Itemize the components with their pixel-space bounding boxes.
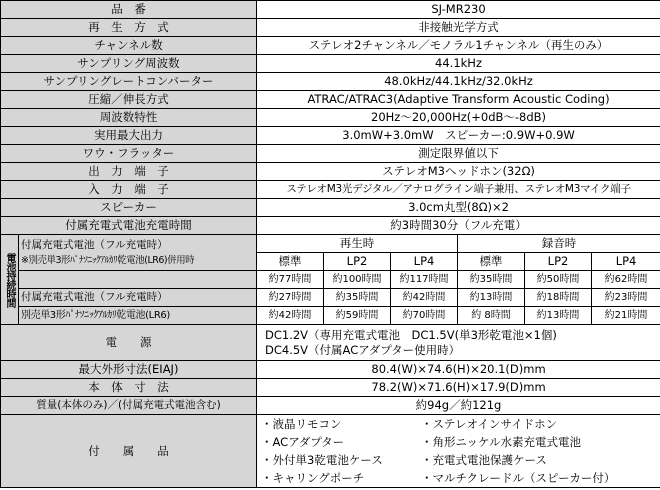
- row-value: 3.0mW+3.0mW スピーカー:0.9W+0.9W: [257, 127, 660, 145]
- battery-header-line2: ※別売単3形ﾊﾟﾅｿﾆｯｸｱﾙｶﾘ乾電池(LR6)併用時: [21, 254, 195, 266]
- accessory-item: ・マルチクレードル（スピーカー付）: [421, 471, 616, 485]
- battery-row: [1, 307, 660, 325]
- record-header: 録音時: [458, 235, 660, 253]
- row-value: 80.4(W)×74.6(H)×20.1(D)mm: [257, 361, 660, 379]
- battery-row-label: [19, 271, 257, 289]
- battery-cell: 約42時間: [257, 307, 324, 325]
- battery-cell: 約70時間: [391, 307, 458, 325]
- row-value: ステレオM3ヘッドホン(32Ω): [257, 163, 660, 181]
- row-label: 圧縮／伸長方式: [1, 91, 257, 109]
- battery-cell: 約117時間: [391, 271, 458, 289]
- row-label: 出 力 端 子: [1, 163, 257, 181]
- accessory-item: ・充電式電池保護ケース: [421, 453, 547, 467]
- battery-cell: 約77時間: [257, 271, 324, 289]
- spec-row: [1, 145, 660, 163]
- row-label: スピーカー: [1, 199, 257, 217]
- row-label: 品 番: [1, 1, 257, 19]
- row-label: チャンネル数: [1, 37, 257, 55]
- power-label: 電 源: [1, 325, 257, 361]
- spec-row: [1, 199, 660, 217]
- battery-cell: 約42時間: [391, 289, 458, 307]
- row-value: ステレオ2チャンネル／モノラル1チャンネル（再生のみ）: [257, 37, 660, 55]
- spec-row: [1, 181, 660, 199]
- row-value: ステレオM3光デジタル／アナログライン端子兼用、ステレオM3マイク端子: [257, 181, 660, 199]
- mode-label: LP4: [592, 253, 660, 271]
- spec-row: [1, 1, 660, 19]
- battery-row: [1, 289, 660, 307]
- row-value: 約3時間30分（フル充電）: [257, 217, 660, 235]
- row-label: 最大外形寸法(EIAJ): [1, 361, 257, 379]
- spec-row: [1, 217, 660, 235]
- row-label: ワウ・フラッター: [1, 145, 257, 163]
- spec-row: [1, 37, 660, 55]
- row-label: サンプリングレートコンバーター: [1, 73, 257, 91]
- battery-cell: 約62時間: [592, 271, 660, 289]
- mode-label: LP4: [391, 253, 458, 271]
- row-value: 44.1kHz: [257, 55, 660, 73]
- accessory-item: ・ACアダプター: [261, 435, 345, 449]
- battery-cell: 約50時間: [525, 271, 592, 289]
- power-line1: DC1.2V（専用充電式電池 DC1.5V(単3形乾電池×1個): [265, 327, 557, 342]
- row-label: 周波数特性: [1, 109, 257, 127]
- battery-cell: 約35時間: [324, 289, 391, 307]
- row-value: ATRAC/ATRAC3(Adaptive Transform Acoustic Coding): [257, 91, 660, 109]
- spec-row: [1, 73, 660, 91]
- power-line2: DC4.5V（付属ACアダプター使用時）: [265, 342, 461, 357]
- mode-label: 標準: [458, 253, 525, 271]
- battery-cell: 約27時間: [257, 289, 324, 307]
- battery-cell: 約13時間: [525, 307, 592, 325]
- accessory-item: ・キャリングポーチ: [261, 471, 365, 485]
- spec-row: [1, 127, 660, 145]
- battery-cell: 約100時間: [324, 271, 391, 289]
- accessory-item: ・液晶リモコン: [261, 417, 342, 431]
- row-value: 測定限界値以下: [257, 145, 660, 163]
- battery-header-line1: 付属充電式電池（フル充電時）: [21, 238, 168, 251]
- spec-row: [1, 55, 660, 73]
- spec-row: [1, 379, 660, 397]
- row-value: 非接触光学方式: [257, 19, 660, 37]
- row-value: 48.0kHz/44.1kHz/32.0kHz: [257, 73, 660, 91]
- row-value: SJ-MR230: [257, 1, 660, 19]
- battery-cell: 約35時間: [458, 271, 525, 289]
- accessory-item: ・ステレオインサイドホン: [421, 417, 558, 431]
- accessories-list: [257, 415, 660, 488]
- row-value: 3.0cm丸型(8Ω)×2: [257, 199, 660, 217]
- battery-cell: 約23時間: [592, 289, 660, 307]
- spec-row: [1, 91, 660, 109]
- row-label: 質量(本体のみ)／(付属充電式電池含む): [1, 397, 257, 415]
- accessories-row: [1, 415, 660, 488]
- spec-row: [1, 109, 660, 127]
- battery-cell: 約21時間: [592, 307, 660, 325]
- battery-vertical-label: 電池持続時間: [1, 235, 19, 325]
- mode-label: LP2: [324, 253, 391, 271]
- mode-label: LP2: [525, 253, 592, 271]
- row-value: 約94g／約121g: [257, 397, 660, 415]
- spec-row: [1, 361, 660, 379]
- battery-cell: 約18時間: [525, 289, 592, 307]
- row-label: 再 生 方 式: [1, 19, 257, 37]
- battery-row-label: 別売単3形ﾊﾟﾅｿﾆｯｸｱﾙｶﾘ乾電池(LR6): [19, 307, 257, 325]
- row-label: 付属充電式電池充電時間: [1, 217, 257, 235]
- playback-header: 再生時: [257, 235, 458, 253]
- spec-row: [1, 19, 660, 37]
- battery-row: [1, 271, 660, 289]
- row-label: 実用最大出力: [1, 127, 257, 145]
- spec-row: [1, 397, 660, 415]
- battery-header-label: [19, 235, 257, 271]
- accessory-item: ・外付単3乾電池ケース: [261, 453, 383, 467]
- power-value: [257, 325, 660, 361]
- accessories-label: 付 属 品: [1, 415, 257, 488]
- battery-row-label: 付属充電式電池（フル充電時）: [19, 289, 257, 307]
- battery-cell: 約13時間: [458, 289, 525, 307]
- row-value: 78.2(W)×71.6(H)×17.9(D)mm: [257, 379, 660, 397]
- row-label: 本 体 寸 法: [1, 379, 257, 397]
- row-label: サンプリング周波数: [1, 55, 257, 73]
- row-value: 20Hz～20,000Hz(+0dB～-8dB): [257, 109, 660, 127]
- battery-cell: 約59時間: [324, 307, 391, 325]
- spec-row: [1, 163, 660, 181]
- row-label: 入 力 端 子: [1, 181, 257, 199]
- mode-label: 標準: [257, 253, 324, 271]
- battery-cell: 約 8時間: [458, 307, 525, 325]
- power-row: [1, 325, 660, 361]
- battery-header-row: [1, 235, 660, 253]
- accessory-item: ・角形ニッケル水素充電式電池: [421, 435, 581, 449]
